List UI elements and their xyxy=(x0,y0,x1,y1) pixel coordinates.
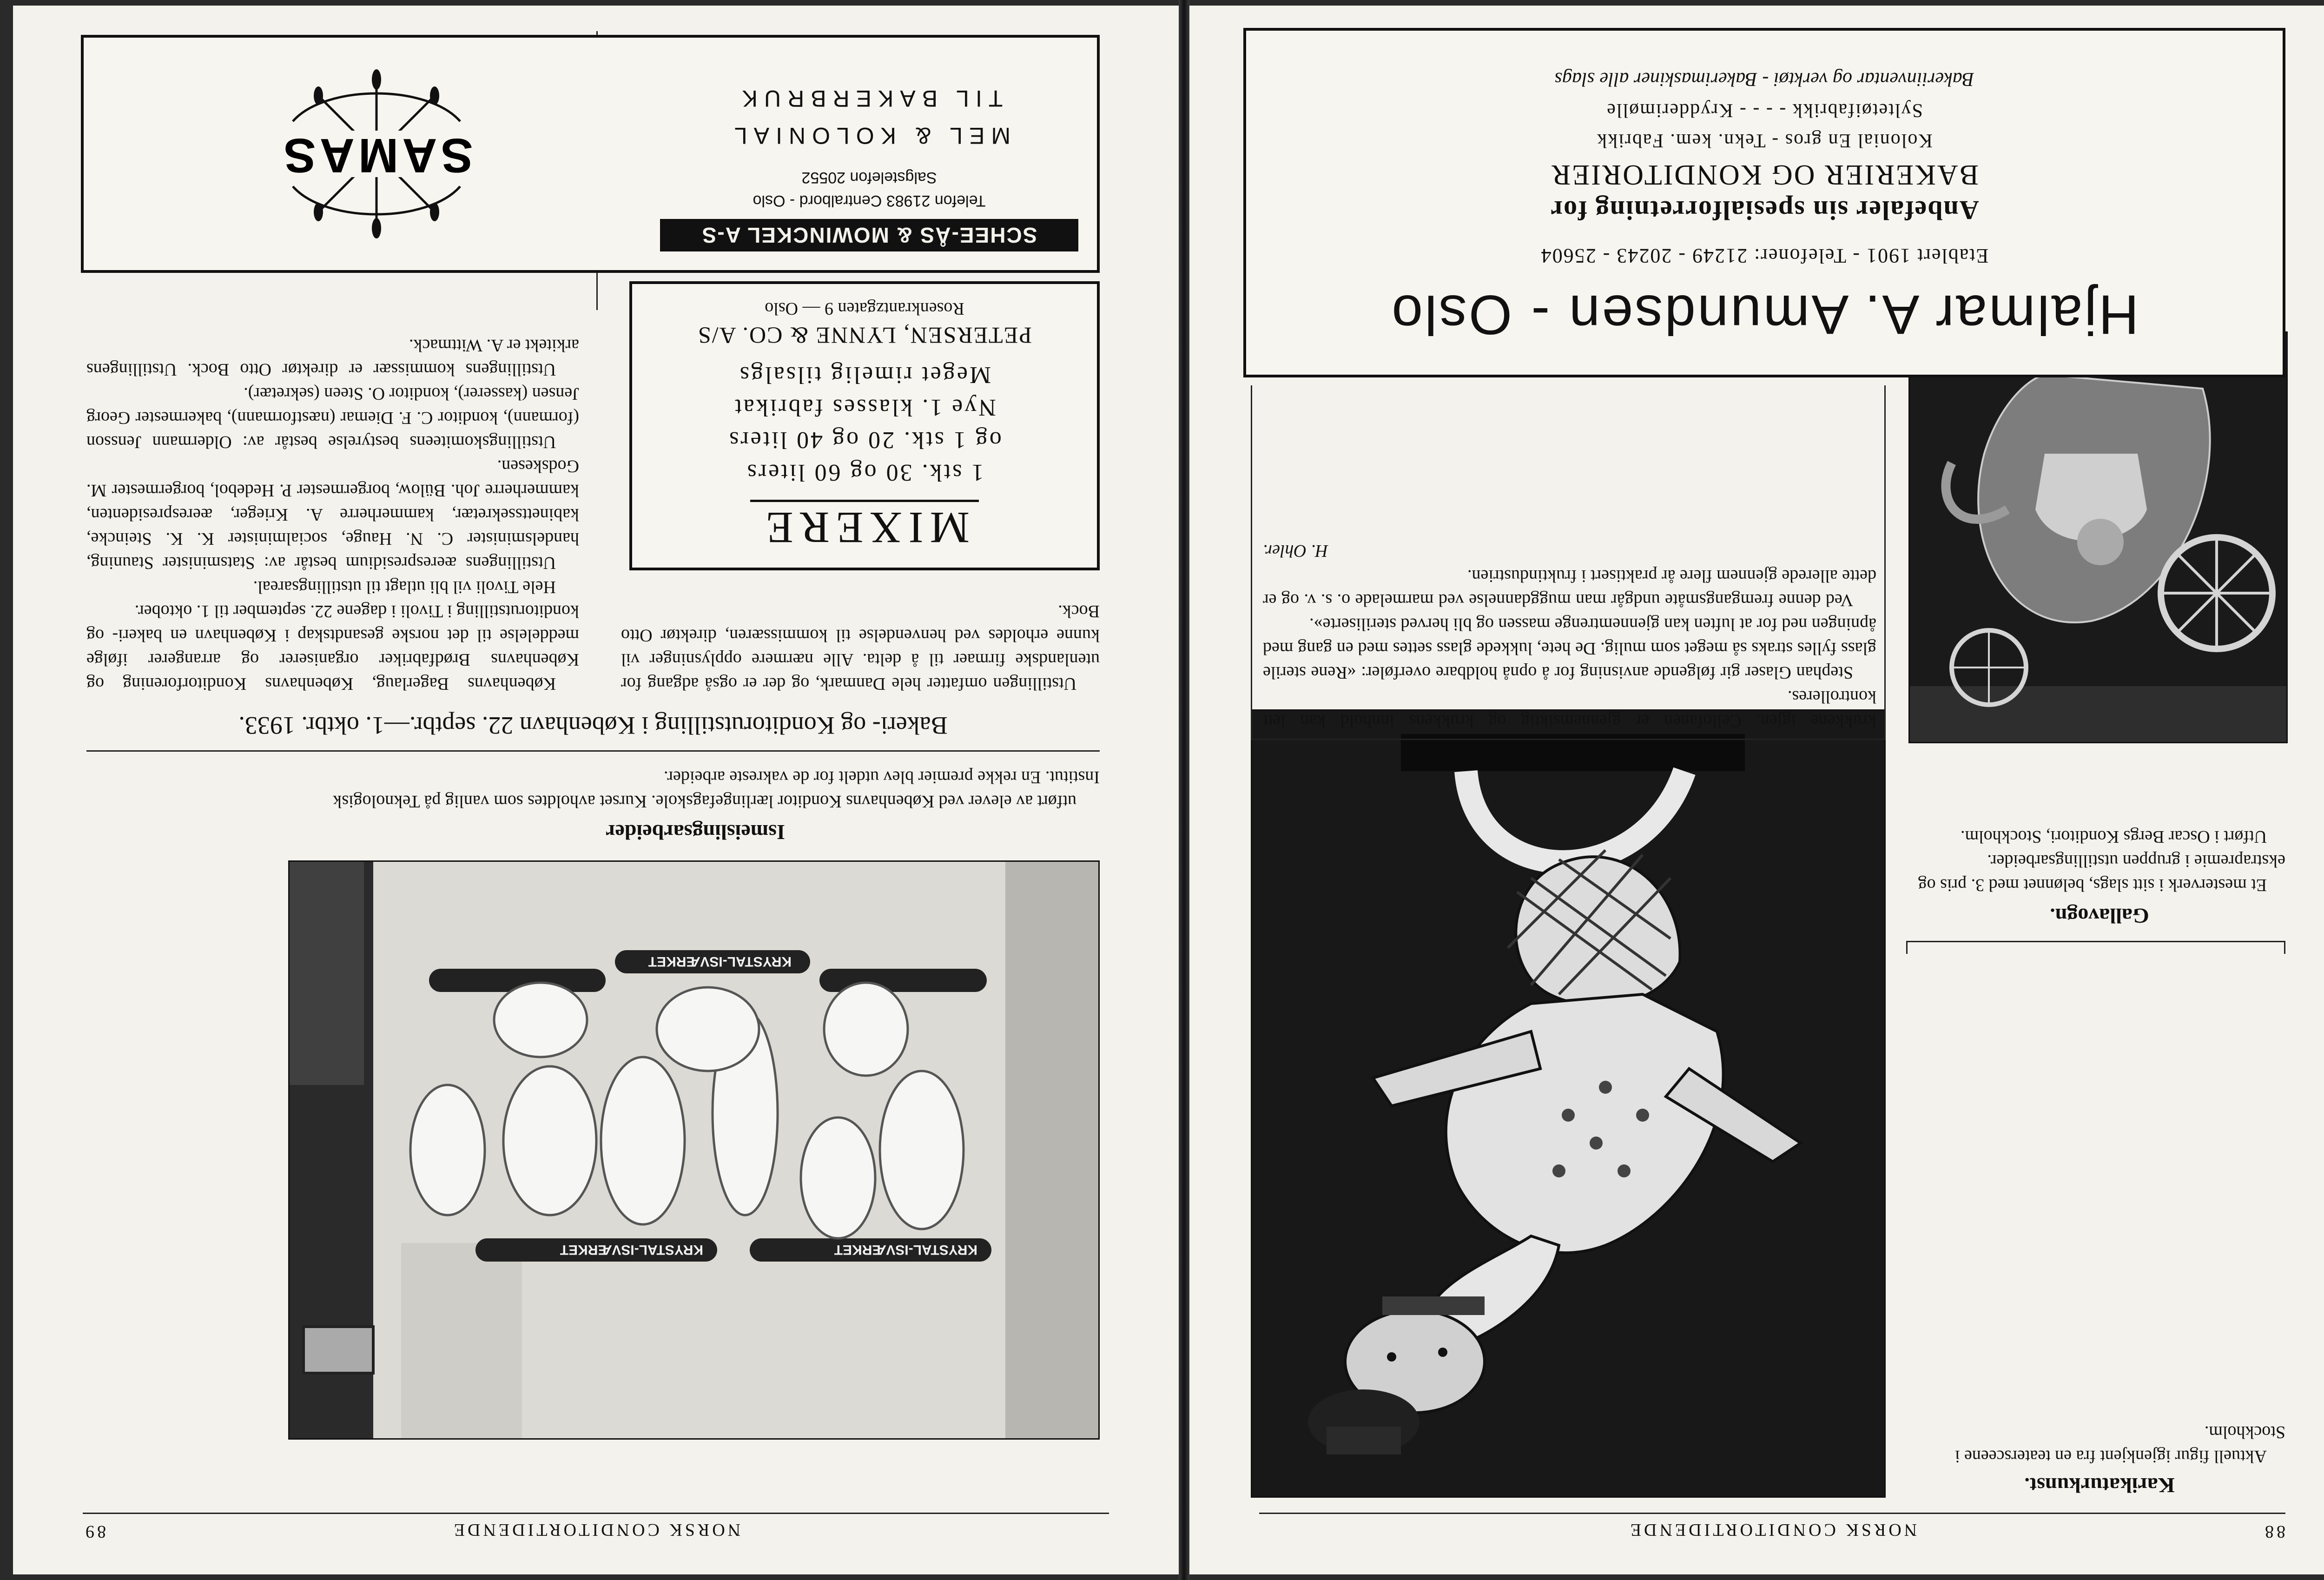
samas-line-2: TIL BAKERBRUK xyxy=(735,86,1003,112)
samas-logo xyxy=(232,66,521,242)
article-block xyxy=(1263,523,1876,733)
article-signature: H. Ohler. xyxy=(1263,541,1328,561)
exhibition-paragraph: Hele Tivoli vil bli utlagt til utstillingsareal. xyxy=(253,577,556,597)
ad-phones: Etablert 1901 - Telefoner: 21249 - 20243 - 25604 xyxy=(1540,245,1989,267)
mixere-title-wrap xyxy=(632,500,1097,554)
ice-sculpture-image xyxy=(290,862,1098,1438)
exhibition-col-right xyxy=(86,333,579,696)
page-88 xyxy=(1189,6,2324,1574)
karikatur-photo xyxy=(1251,709,1886,1498)
spread-gutter xyxy=(1179,0,1189,1580)
page-number: 88 xyxy=(2262,1522,2285,1541)
gallavogn-title: Gallavogn. xyxy=(2050,904,2149,928)
samas-advertisement xyxy=(81,35,1100,273)
running-title: NORSK CONDITORTIDENDE xyxy=(1627,1520,1917,1540)
running-title: NORSK CONDITORTIDENDE xyxy=(451,1520,741,1540)
exhibition-title: Bakeri- og Konditorutstilling i København 22. septbr.—1. oktbr. 1933. xyxy=(238,712,948,740)
exhibition-paragraph: Utstillingens kommissær er direktør Otto Bock. Utstillingens arkitekt er A. Wittmack. xyxy=(86,336,579,379)
gallavogn-caption-block xyxy=(1914,825,2285,928)
ice-label: KRYSTAL-ISVÆRKET xyxy=(560,1242,703,1257)
caricature-figure-image xyxy=(1252,711,1884,1496)
mixere-title: MIXERE xyxy=(750,500,979,554)
ice-label: KRYSTAL-ISVÆRKET xyxy=(834,1242,977,1257)
page-number: 89 xyxy=(83,1522,106,1541)
exhibition-paragraph: Utstillingen omfatter hele Danmark, og der er også adgang for utenlandske firmaer til å delta. Alle nærmere opplysninger vil kunne erholdes ved henvendelse til kommissæren, direktør Otto Bock. xyxy=(621,602,1100,694)
ice-label: KRYSTAL-ISVÆRKET xyxy=(648,954,792,969)
wheat-emblem-icon xyxy=(232,66,521,242)
ismeisling-text: utført av elever ved Københavns Konditor lærlingefagskole. Kurset avholdtes som vanlig på Teknologisk Institut. En rekke premier blev utdelt for de vakreste arbeider. xyxy=(333,767,1100,811)
samas-phones: Telefon 21983 Centralbord - Oslo xyxy=(753,192,986,210)
mixere-line-4: Meget rimelig tilsalgs xyxy=(738,362,991,388)
mixere-line-3: Nye 1. klasses fabrikat xyxy=(733,394,996,421)
samas-sales-phone: Salgstelefon 20552 xyxy=(801,169,937,186)
ad-line-2: Syltetøifabrikk - - - - Krydderimølle xyxy=(1606,99,1923,121)
karikatur-caption: Aktuell figur igjenkjent fra en teatersceene i Stockholm. xyxy=(1954,1422,2285,1466)
amundsen-advertisement xyxy=(1243,28,2285,377)
gallavogn-image xyxy=(1910,333,2286,742)
article-paragraph: krukkene igjen. Cellofanen er gjennemsiktig og krukkens innhold kan lett kontrolleres. xyxy=(1263,687,1876,731)
samas-line-1: MEL & KOLONIAL xyxy=(727,123,1011,149)
gallavogn-text: Et mesterverk i sitt slags, belønnet med 3. pris og ekstrapremie i gruppen utstillingsarbeider. xyxy=(1918,851,2285,895)
article-paragraph: Stephan Glaser gir følgende anvisning for å opnå holdbare overføler: «Rene sterile glass fylles straks så meget som mulig. De hete, lukkede glass settes med en gang med åpningen ned for at luften kan gjennemtrenge massen og bli herved steriliserte». xyxy=(1263,615,1876,682)
section-divider xyxy=(86,750,1100,752)
page-header xyxy=(83,1513,1109,1542)
gallavogn-photo xyxy=(1908,331,2288,743)
mixere-address: Rosenkrantzgaten 9 — Oslo xyxy=(765,299,964,318)
gallavogn-divider xyxy=(1906,941,2285,954)
samas-company-banner: SCHEE-ÅS & MOWINCKEL A-S xyxy=(660,219,1078,251)
exhibition-col-left xyxy=(621,599,1100,696)
gallavogn-credit: Utført i Oscar Bergs Konditori, Stockholm. xyxy=(1961,827,2267,846)
ad-line-3: Bakeriinventar og verktøi - Bakerimaskiner alle slags xyxy=(1554,68,1974,90)
ad-company-name: Hjalmar A. Amundsen - Oslo xyxy=(1390,284,2139,346)
samas-brand: SAMAS xyxy=(280,128,473,182)
mixere-advertisement xyxy=(629,281,1100,570)
karikatur-caption-block xyxy=(1914,1420,2285,1498)
exhibition-paragraph: Utstillingens æerespresidium består av: Statsminister Stauning, handelsminister C. N. Hauge, socialminister K. K. Steincke, kabinettssekretær, kammerherre A. Krieger, æerespresidenten, kammerherre Joh. Bülow, borgermester P. Hedebol, borgermester M. Godskesen. xyxy=(86,456,579,573)
mixere-line-1: 1 stk. 30 og 60 liters xyxy=(745,459,984,486)
ismeisling-title: Ismeislingsarbeider xyxy=(606,820,785,844)
ad-tagline: Anbefaler sin spesialforretning for xyxy=(1550,195,1979,225)
ad-line-1: Kolonial En gros - Tekn. kem. Fabrikk xyxy=(1596,130,1933,151)
article-paragraph: Ved denne fremgangsmåte undgår man muggdannelse ved marmelade o. s. v. og er dette allerede gjennem flere år praktisert i fruktindustrien. xyxy=(1263,566,1876,610)
exhibition-paragraph: Utstillingskomiteens bestyrelse består av: Oldermann Jensson (formann), konditor C. F. Diemar (næstformann), bakermester Georg Jensen (kasserer), konditor O. Steen (sekretær). xyxy=(86,384,579,452)
ad-target: BAKERIER OG KONDITORIER xyxy=(1550,159,1979,191)
exhibition-paragraph: Københavns Bagerlaug, Københavns Konditorforening og Københavns Brødfabriker organiserer og arrangerer ifølge meddelelse til det norske gesandtskap i København en bakeri- og konditorutstilling i Tivoli i dagene 22. september til 1. oktober. xyxy=(86,602,579,694)
exhibition-title-block xyxy=(86,711,1100,740)
mixere-company: PETERSEN, LYNNE & CO. A/S xyxy=(697,323,1032,349)
ismeisling-photo xyxy=(288,860,1100,1440)
karikatur-title: Karikaturkunst. xyxy=(2024,1474,2175,1497)
page-header xyxy=(1259,1513,2285,1542)
mixere-line-2: og 1 stk. 20 og 40 liters xyxy=(727,427,1002,453)
ismeisling-caption-block xyxy=(291,765,1100,845)
page-89 xyxy=(13,6,1179,1574)
